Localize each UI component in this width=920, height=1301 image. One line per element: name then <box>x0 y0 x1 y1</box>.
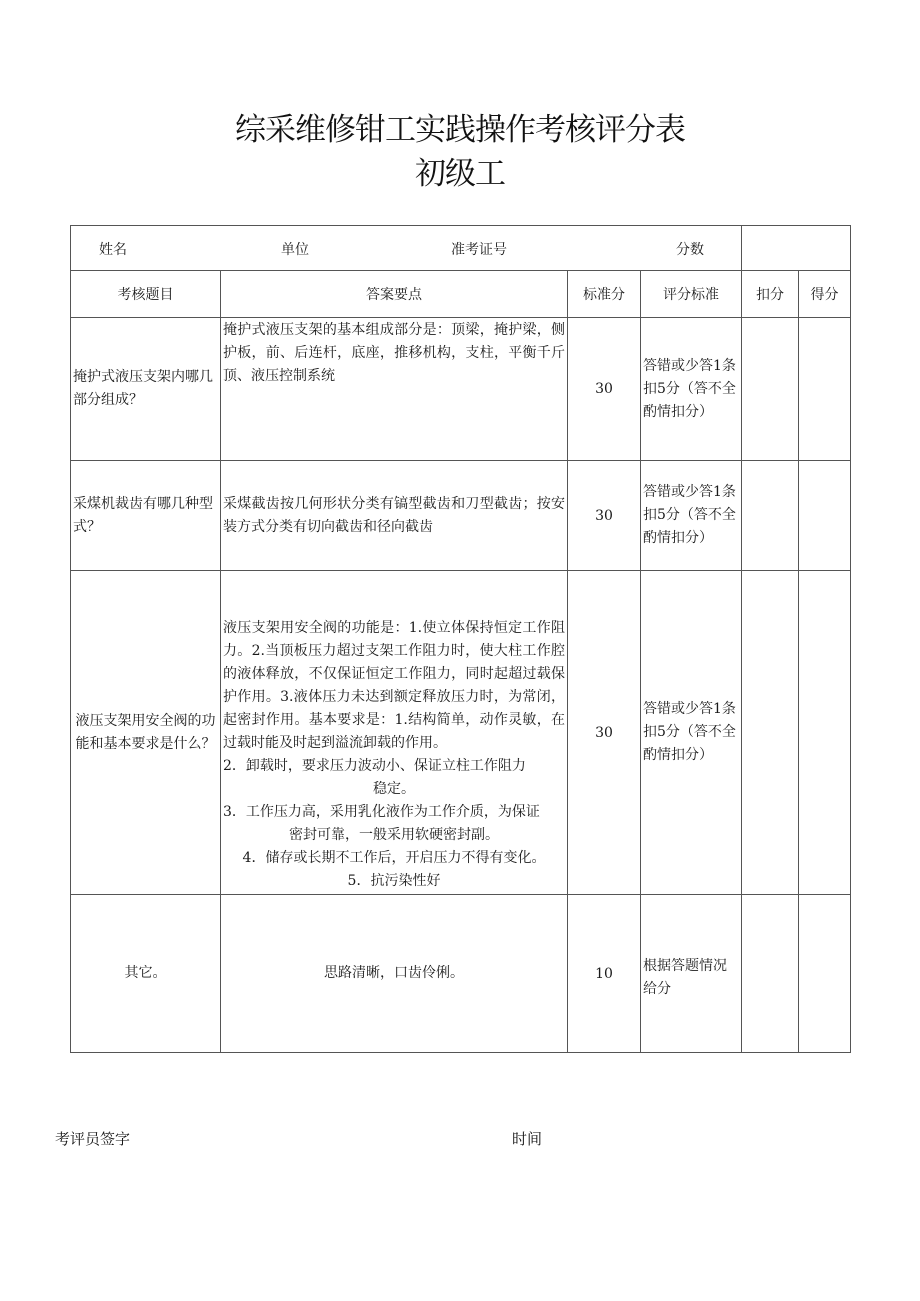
unit-label: 单位 <box>281 242 309 258</box>
answer-item-3-cont: 密封可靠，一般采用软硬密封副。 <box>289 827 499 843</box>
header-standard-score: 标准分 <box>568 271 641 318</box>
answer-cell: 掩护式液压支架的基本组成部分是：顶梁，掩护梁，侧护板，前、后连杆，底座，推移机构，支柱，平衡千斤顶、液压控制系统 <box>221 318 568 461</box>
examinee-info-cell <box>71 226 742 271</box>
standard-score-cell: 30 <box>568 318 641 461</box>
score-cell[interactable] <box>799 318 851 461</box>
answer-item-4: 4．储存或长期不工作后，开启压力不得有变化。 <box>242 850 546 866</box>
table-row <box>71 318 851 461</box>
exam-id-label: 准考证号 <box>451 242 507 258</box>
question-cell: 液压支架用安全阀的功能和基本要求是什么？ <box>71 571 221 895</box>
answer-item-5: 5．抗污染性好 <box>347 873 441 889</box>
question-cell: 掩护式液压支架内哪几部分组成？ <box>71 318 221 461</box>
answer-item-2: 2．卸载时，要求压力波动小、保证立柱工作阻力 <box>223 758 526 774</box>
criteria-cell: 答错或少答1条扣5分（答不全酌情扣分） <box>641 461 742 571</box>
standard-score-cell: 10 <box>568 895 641 1053</box>
name-label: 姓名 <box>99 242 127 258</box>
score-cell[interactable] <box>799 895 851 1053</box>
total-score-field[interactable] <box>742 226 851 271</box>
answer-item-2-cont: 稳定。 <box>373 781 415 797</box>
answer-cell: 采煤截齿按几何形状分类有镐型截齿和刀型截齿；按安装方式分类有切向截齿和径向截齿 <box>221 461 568 571</box>
table-row <box>71 571 851 895</box>
answer-cell <box>221 571 568 895</box>
standard-score-cell: 30 <box>568 571 641 895</box>
criteria-cell: 答错或少答1条扣5分（答不全酌情扣分） <box>641 571 742 895</box>
page-subtitle: 初级工 <box>415 156 505 192</box>
deduct-cell[interactable] <box>742 571 799 895</box>
time-label: 时间 <box>512 1130 543 1148</box>
header-deduct: 扣分 <box>742 271 799 318</box>
deduct-cell[interactable] <box>742 318 799 461</box>
score-cell[interactable] <box>799 571 851 895</box>
page-title: 综采维修钳工实践操作考核评分表 <box>235 112 685 148</box>
question-cell: 采煤机裁齿有哪几种型式？ <box>71 461 221 571</box>
header-criteria: 评分标准 <box>641 271 742 318</box>
scoring-table <box>70 225 851 1053</box>
criteria-cell: 根据答题情况给分 <box>641 895 742 1053</box>
answer-main: 液压支架用安全阀的功能是：1.使立体保持恒定工作阻力。2.当顶板压力超过支架工作阻力时，使大柱工作腔的液体释放，不仅保证恒定工作阻力，同时起超过载保护作用。3.液体压力未达到额定释放压力时，为常闭，起密封作用。基本要求是：1.结构简单，动作灵敏，在过载时能及时起到溢流卸载的作用。 <box>223 620 565 751</box>
criteria-cell: 答错或少答1条扣5分（答不全酌情扣分） <box>641 318 742 461</box>
header-row <box>71 271 851 318</box>
examinee-info-row <box>71 226 851 271</box>
answer-cell: 思路清晰，口齿伶俐。 <box>221 895 568 1053</box>
header-topic: 考核题目 <box>71 271 221 318</box>
examiner-signature-label: 考评员签字 <box>55 1130 131 1148</box>
score-label: 分数 <box>676 242 704 258</box>
header-score: 得分 <box>799 271 851 318</box>
header-answer: 答案要点 <box>221 271 568 318</box>
question-cell: 其它。 <box>71 895 221 1053</box>
standard-score-cell: 30 <box>568 461 641 571</box>
deduct-cell[interactable] <box>742 461 799 571</box>
deduct-cell[interactable] <box>742 895 799 1053</box>
table-row <box>71 895 851 1053</box>
score-cell[interactable] <box>799 461 851 571</box>
table-row <box>71 461 851 571</box>
answer-item-3: 3．工作压力高，采用乳化液作为工作介质，为保证 <box>223 804 540 820</box>
